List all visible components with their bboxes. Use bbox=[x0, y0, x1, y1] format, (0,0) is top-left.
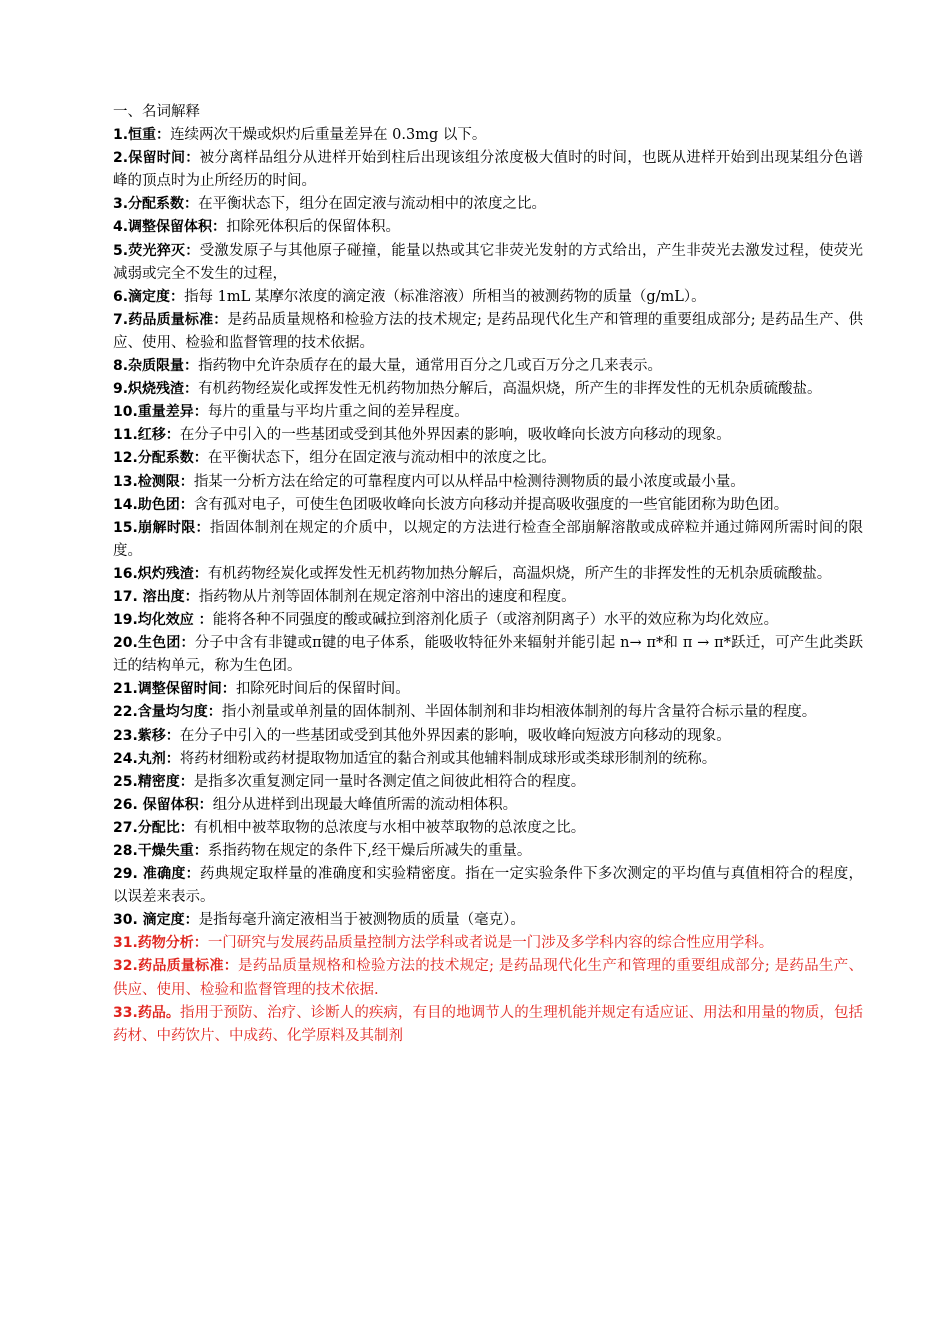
entry-definition: 在平衡状态下，组分在固定液与流动相中的浓度之比。 bbox=[198, 196, 547, 213]
entry-term: 14.助色团： bbox=[113, 496, 194, 513]
entry-definition: 每片的重量与平均片重之间的差异程度。 bbox=[207, 404, 469, 421]
glossary-entry bbox=[113, 840, 863, 863]
entry-definition: 将药材细粉或药材提取物加适宜的黏合剂或其他辅料制成球形或类球形制剂的统称。 bbox=[179, 750, 717, 767]
glossary-entry bbox=[113, 447, 863, 470]
entry-definition: 有机相中被萃取物的总浓度与水相中被萃取物的总浓度之比。 bbox=[193, 819, 586, 836]
entry-term: 16.炽灼残渣： bbox=[113, 565, 208, 582]
entry-definition: 是药品质量规格和检验方法的技术规定; 是药品现代化生产和管理的重要组成部分; 是药品生产、供应、使用、检验和监督管理的技术依据. bbox=[113, 958, 863, 998]
entry-definition: 有机药物经炭化或挥发性无机药物加热分解后，高温炽烧，所产生的非挥发性的无机杂质硫酸盐。 bbox=[198, 381, 822, 398]
entry-term: 17. 溶出度： bbox=[113, 588, 199, 605]
entry-definition: 系指药物在规定的条件下,经干燥后所减失的重量。 bbox=[207, 843, 532, 859]
glossary-entry bbox=[113, 609, 863, 632]
glossary-entry bbox=[113, 748, 863, 771]
glossary-entry bbox=[113, 124, 863, 147]
entry-term: 6.滴定度： bbox=[113, 288, 185, 305]
entry-definition: 指用于预防、治疗、诊断人的疾病，有目的地调节人的生理机能并规定有适应证、用法和用量的物质，包括药材、中药饮片、中成药、化学原料及其制剂 bbox=[113, 1004, 863, 1044]
entry-term: 27.分配比： bbox=[113, 819, 194, 836]
glossary-entry bbox=[113, 216, 863, 239]
entry-definition: 含有孤对电子，可使生色团吸收峰向长波方向移动并提高吸收强度的一些官能团称为助色团。 bbox=[193, 496, 789, 513]
glossary-entry bbox=[113, 401, 863, 424]
entry-term: 9.炽烧残渣： bbox=[113, 381, 199, 398]
entry-term: 23.紫移： bbox=[113, 727, 180, 744]
entry-term: 30. 滴定度： bbox=[113, 912, 199, 929]
glossary-entry bbox=[113, 563, 863, 586]
entry-term: 33.药品。 bbox=[113, 1004, 180, 1021]
glossary-entry bbox=[113, 632, 863, 678]
glossary-entry bbox=[113, 817, 863, 840]
glossary-entry bbox=[113, 471, 863, 494]
entry-definition: 指某一分析方法在给定的可靠程度内可以从样品中检测待测物质的最小浓度或最小量。 bbox=[193, 473, 745, 490]
glossary-entry bbox=[113, 863, 863, 909]
glossary-entry bbox=[113, 725, 863, 748]
entry-definition: 能将各种不同强度的酸或碱拉到溶剂化质子（或溶剂阴离子）水平的效应称为均化效应。 bbox=[212, 612, 779, 629]
entry-definition: 组分从进样到出现最大峰值所需的流动相体积。 bbox=[212, 796, 518, 813]
entry-term: 24.丸剂： bbox=[113, 750, 180, 767]
glossary-entry bbox=[113, 240, 863, 286]
glossary-entry bbox=[113, 701, 863, 724]
entry-term: 5.荧光猝灭： bbox=[113, 242, 200, 259]
entry-term: 20.生色团： bbox=[113, 635, 195, 652]
entry-term: 32.药品质量标准： bbox=[113, 958, 238, 975]
entry-term: 22.含量均匀度： bbox=[113, 704, 222, 721]
entry-term: 4.调整保留体积： bbox=[113, 219, 227, 236]
entry-term: 19.均化效应 ： bbox=[113, 612, 213, 629]
glossary-entry bbox=[113, 494, 863, 517]
entry-definition: 在平衡状态下，组分在固定液与流动相中的浓度之比。 bbox=[207, 450, 556, 467]
entry-term: 29. 准确度： bbox=[113, 866, 200, 883]
glossary-entry bbox=[113, 378, 863, 401]
glossary-entry bbox=[113, 193, 863, 216]
entry-term: 7.药品质量标准： bbox=[113, 311, 228, 328]
glossary-entry bbox=[113, 424, 863, 447]
entry-term: 11.红移： bbox=[113, 427, 180, 444]
glossary-entry bbox=[113, 586, 863, 609]
glossary-entry bbox=[113, 678, 863, 701]
entry-term: 26. 保留体积： bbox=[113, 796, 213, 813]
entry-definition: 在分子中引入的一些基团或受到其他外界因素的影响，吸收峰向短波方向移动的现象。 bbox=[179, 727, 731, 744]
entry-definition: 连续两次干燥或炽灼后重量差异在 0.3mg 以下。 bbox=[170, 127, 487, 144]
entry-term: 15.崩解时限： bbox=[113, 519, 210, 536]
glossary-entry bbox=[113, 147, 863, 193]
glossary-entry bbox=[113, 932, 863, 955]
entry-term: 21.调整保留时间： bbox=[113, 681, 236, 698]
document-page bbox=[113, 101, 863, 1048]
entry-definition: 在分子中引入的一些基团或受到其他外界因素的影响，吸收峰向长波方向移动的现象。 bbox=[179, 427, 731, 444]
entry-term: 28.干燥失重： bbox=[113, 843, 208, 859]
entry-definition: 指药物中允许杂质存在的最大量，通常用百分之几或百万分之几来表示。 bbox=[198, 358, 663, 375]
entry-definition: 指固体制剂在规定的介质中，以规定的方法进行检查全部崩解溶散或成碎粒并通过筛网所需时间的限度。 bbox=[113, 519, 863, 559]
entry-term: 25.精密度： bbox=[113, 773, 194, 790]
glossary-entry bbox=[113, 909, 863, 932]
entry-definition: 药典规定取样量的准确度和实验精密度。指在一定实验条件下多次测定的平均值与真值相符合的程度，以误差来表示。 bbox=[113, 866, 863, 906]
entry-definition: 有机药物经炭化或挥发性无机药物加热分解后，高温炽烧，所产生的非挥发性的无机杂质硫酸盐。 bbox=[207, 565, 832, 582]
glossary-entry bbox=[113, 955, 863, 1001]
entry-term: 8.杂质限量： bbox=[113, 358, 199, 375]
entry-definition: 受激发原子与其他原子碰撞，能量以热或其它非荧光发射的方式给出，产生非荧光去激发过程，使荧光减弱或完全不发生的过程， bbox=[113, 242, 864, 282]
entry-definition: 指药物从片剂等固体制剂在规定溶剂中溶出的速度和程度。 bbox=[198, 588, 576, 605]
glossary-entry bbox=[113, 1002, 863, 1048]
entry-definition: 扣除死时间后的保留时间。 bbox=[235, 681, 410, 698]
entry-term: 31.药物分析： bbox=[113, 935, 208, 952]
glossary-list bbox=[113, 124, 863, 1048]
glossary-entry bbox=[113, 286, 863, 309]
entry-term: 13.检测限： bbox=[113, 473, 194, 490]
entry-term: 10.重量差异： bbox=[113, 404, 208, 421]
glossary-entry bbox=[113, 794, 863, 817]
entry-definition: 分子中含有非键或π键的电子体系，能吸收特征外来辐射并能引起 n→ π*和 π → π*跃迁，可产生此类跃迁的结构单元，称为生色团。 bbox=[113, 635, 863, 675]
glossary-entry bbox=[113, 771, 863, 794]
glossary-entry bbox=[113, 355, 863, 378]
glossary-entry bbox=[113, 309, 863, 355]
entry-definition: 扣除死体积后的保留体积。 bbox=[226, 219, 401, 236]
entry-term: 2.保留时间： bbox=[113, 150, 200, 167]
entry-definition: 是指每毫升滴定液相当于被测物质的质量（毫克）。 bbox=[198, 912, 525, 929]
section-title: 一、名词解释 bbox=[113, 104, 200, 120]
entry-term: 1.恒重： bbox=[113, 127, 171, 144]
glossary-entry bbox=[113, 517, 863, 563]
entry-definition: 是药品质量规格和检验方法的技术规定; 是药品现代化生产和管理的重要组成部分; 是药品生产、供应、使用、检验和监督管理的技术依据。 bbox=[113, 311, 863, 351]
entry-definition: 是指多次重复测定同一量时各测定值之间彼此相符合的程度。 bbox=[193, 773, 586, 790]
entry-definition: 指小剂量或单剂量的固体制剂、半固体制剂和非均相液体制剂的每片含量符合标示量的程度。 bbox=[221, 704, 817, 721]
entry-term: 3.分配系数： bbox=[113, 196, 199, 213]
entry-definition: 一门研究与发展药品质量控制方法学科或者说是一门涉及多学科内容的综合性应用学科。 bbox=[207, 935, 774, 952]
entry-term: 12.分配系数： bbox=[113, 450, 208, 467]
entry-definition: 指每 1mL 某摩尔浓度的滴定液（标准溶液）所相当的被测药物的质量（g/mL）。 bbox=[184, 288, 706, 305]
entry-definition: 被分离样品组分从进样开始到柱后出现该组分浓度极大值时的时间，也既从进样开始到出现某组分色谱峰的顶点时为止所经历的时间。 bbox=[113, 150, 864, 190]
